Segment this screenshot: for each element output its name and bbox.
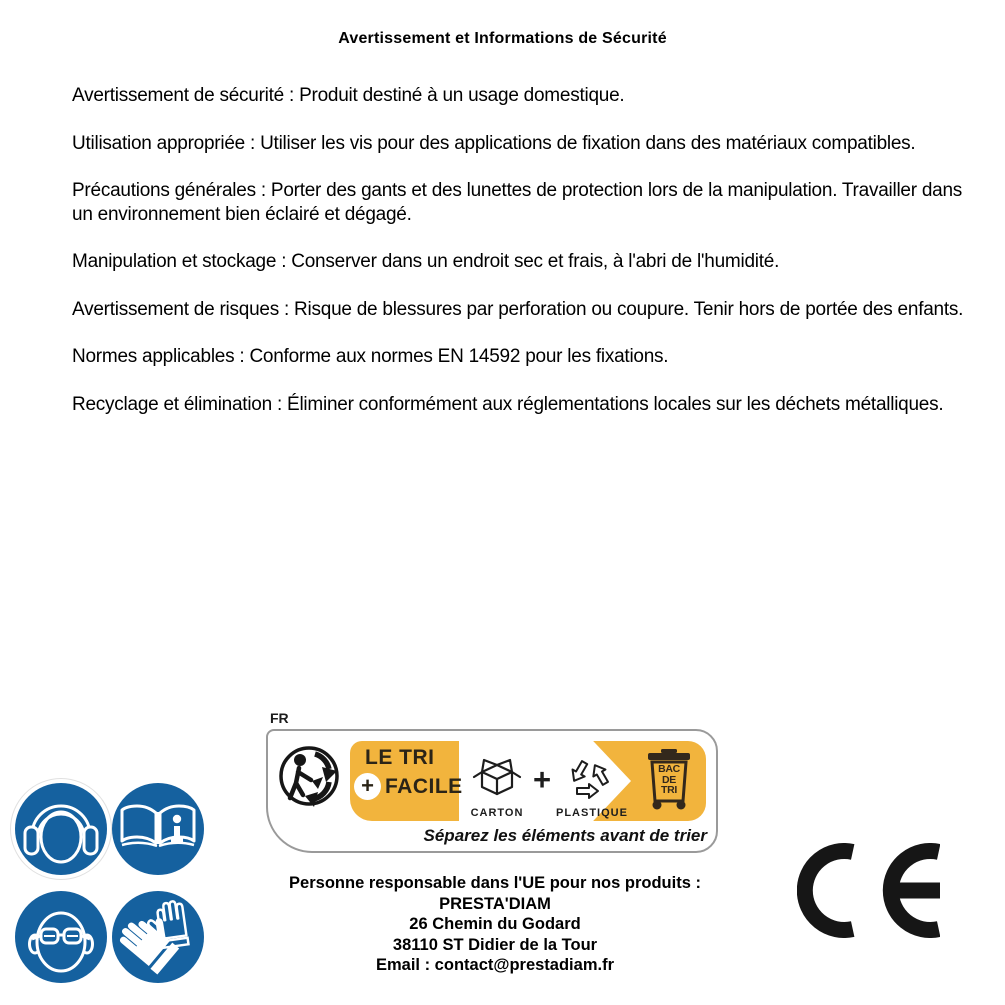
wear-protective-gloves-icon: [112, 891, 204, 983]
plus-circle-icon: +: [354, 773, 381, 800]
wear-ear-protection-icon: [15, 783, 107, 875]
sorting-tagline: Séparez les éléments avant de trier: [423, 826, 707, 845]
country-code: FR: [270, 710, 289, 726]
triman-icon: [278, 741, 344, 811]
paragraph-risk-warning: Avertissement de risques : Risque de blessures par perforation ou coupure. Tenir hors de portée des enfants.: [72, 298, 964, 320]
brand-line2: FACILE: [385, 774, 463, 798]
material-plastique: [556, 756, 628, 819]
page-title: Avertissement et Informations de Sécurité: [338, 30, 667, 47]
plus-sign: +: [532, 762, 552, 797]
sorting-bin-icon: [647, 749, 691, 811]
email-line: Email : contact@prestadiam.fr: [376, 956, 614, 974]
carton-label: CARTON: [470, 807, 524, 819]
info-tri-label: [266, 710, 718, 853]
mandatory-safety-icons: [15, 783, 204, 983]
safety-text-block: [72, 84, 974, 440]
ce-marking-icon: [797, 843, 940, 938]
info-tri-frame: [266, 729, 718, 853]
paragraph-appropriate-use: Utilisation appropriée : Utiliser les vis pour des applications de fixation dans des matériaux compatibles.: [72, 132, 916, 154]
paragraph-safety-warning: Avertissement de sécurité : Produit destiné à un usage domestique.: [72, 85, 625, 106]
wear-eye-protection-icon: [15, 891, 107, 983]
bin-text: BAC DE TRI: [658, 763, 680, 796]
cardboard-box-icon: [470, 756, 524, 801]
responsible-party-block: [253, 873, 737, 976]
paragraph-recycling: Recyclage et élimination : Éliminer conformément aux réglementations locales sur les déchets métalliques.: [72, 393, 944, 415]
material-carton: [464, 756, 530, 819]
le-tri-facile-wordmark: [352, 746, 463, 800]
responsible-intro: Personne responsable dans l'UE pour nos produits :: [289, 874, 701, 892]
recycling-loop-icon: [566, 756, 612, 801]
city-address: 38110 ST Didier de la Tour: [392, 935, 598, 954]
read-instruction-manual-icon: [112, 783, 204, 875]
plastique-label: PLASTIQUE: [556, 807, 628, 819]
paragraph-general-precautions: Précautions générales : Porter des gants et des lunettes de protection lors de la manipulation. Travailler dans un environnement bien éclairé et dégagé.: [72, 180, 963, 225]
street-address: 26 Chemin du Godard: [409, 915, 581, 933]
paragraph-standards: Normes applicables : Conforme aux normes EN 14592 pour les fixations.: [72, 346, 669, 367]
paragraph-handling-storage: Manipulation et stockage : Conserver dans un endroit sec et frais, à l'abri de l'humidité.: [72, 251, 780, 272]
brand-line1: LE TRI: [365, 746, 435, 769]
company-name: PRESTA'DIAM: [439, 894, 551, 913]
